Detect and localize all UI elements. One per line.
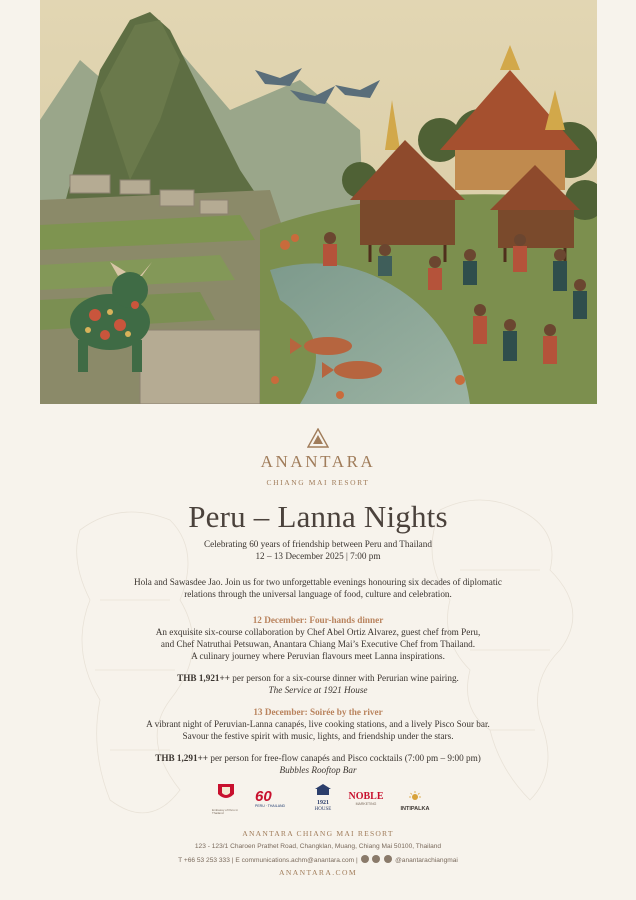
event1-heading: 12 December: Four-hands dinner xyxy=(252,615,384,625)
house-line-2: HOUSE xyxy=(314,807,332,812)
page-title: Peru – Lanna Nights xyxy=(188,499,448,534)
welcome-line-2: relations through the universal language of food, culture and celebration. xyxy=(184,589,452,599)
separator: | xyxy=(356,857,358,864)
sixty-years-logo xyxy=(255,790,297,808)
brand-name: ANANTARA xyxy=(260,452,376,471)
event1-line-2: and Chef Natruthai Petsuwan, Anantara Chiang Mai’s Executive Chef from Thailand. xyxy=(160,639,476,649)
footer-heading: ANANTARA CHIANG MAI RESORT xyxy=(242,829,394,838)
event1-line-1: An exquisite six-course collaboration by Chef Abel Ortiz Alvarez, guest chef from Peru, xyxy=(155,627,481,637)
peru-crest-icon xyxy=(212,782,240,804)
brand-subtitle: CHIANG MAI RESORT xyxy=(266,478,370,487)
welcome-line-1: Hola and Sawasdee Jao. Join us for two unforgettable evenings honouring six decades of diplomatic xyxy=(133,577,502,587)
phone-number[interactable]: +66 53 253 333 xyxy=(183,857,230,864)
sixty-years-number: 60 xyxy=(255,788,272,805)
email-address[interactable]: communications.achm@anantara.com xyxy=(241,857,355,864)
social-handle[interactable]: @anantarachiangmai xyxy=(395,857,458,864)
event2-venue: Bubbles Rooftop Bar xyxy=(279,765,357,775)
event1-price-amount: THB 1,921++ xyxy=(177,673,230,683)
sixty-years-sub: PERU · THAILAND xyxy=(255,804,286,808)
house-icon xyxy=(314,783,332,795)
intipalka-logo xyxy=(396,788,434,812)
event2-price xyxy=(0,752,636,764)
intro-line-1: Celebrating 60 years of friendship between Peru and Thailand xyxy=(204,539,432,549)
sun-icon xyxy=(408,791,422,801)
anantara-logo-icon xyxy=(307,428,329,448)
instagram-icon[interactable] xyxy=(384,855,392,863)
event1-price-text: per person for a six-course dinner with Perurian wine pairing. xyxy=(229,673,459,683)
intro-line-2: 12 – 13 December 2025 | 7:00 pm xyxy=(255,551,381,561)
event2-price-amount: THB 1,291++ xyxy=(155,753,209,763)
embassy-label: Embassy of Peru in Thailand xyxy=(212,808,239,816)
noble-marketing-logo xyxy=(346,792,386,806)
phone-label: T xyxy=(178,857,183,864)
1921-house-logo xyxy=(312,782,334,813)
sponsor-logos xyxy=(200,782,440,822)
footer-contact xyxy=(0,855,636,864)
hero-illustration xyxy=(40,0,597,404)
event1-price xyxy=(0,672,636,684)
intipalka-name: INTIPALKA xyxy=(400,806,430,812)
website-link[interactable]: ANANTARA.COM xyxy=(279,868,357,877)
footer-address: 123 - 123/1 Charoen Prathet Road, Changklan, Muang, Chiang Mai 50100, Thailand xyxy=(194,843,442,850)
line-icon[interactable] xyxy=(361,855,369,863)
facebook-icon[interactable] xyxy=(372,855,380,863)
event2-line-1: A vibrant night of Peruvian-Lanna canapés, live cooking stations, and a lively Pisco Sour bar. xyxy=(146,719,490,729)
event1-line-3: A culinary journey where Peruvian flavours meet Lanna inspirations. xyxy=(191,651,445,661)
event1-venue: The Service at 1921 House xyxy=(268,685,368,695)
house-line-1: 1921 xyxy=(317,800,329,806)
event2-line-2: Savour the festive spirit with music, lights, and friendship under the stars. xyxy=(182,731,454,741)
anantara-logo xyxy=(0,428,636,453)
separator: | xyxy=(231,857,234,864)
noble-sub: MARKETING xyxy=(355,802,377,806)
email-label: E xyxy=(235,857,240,864)
event2-price-text: per person for free-flow canapés and Pisco cocktails (7:00 pm – 9:00 pm) xyxy=(208,753,481,763)
embassy-of-peru-logo xyxy=(212,782,240,816)
event2-heading: 13 December: Soirée by the river xyxy=(253,707,383,717)
noble-name: NOBLE xyxy=(348,791,384,802)
